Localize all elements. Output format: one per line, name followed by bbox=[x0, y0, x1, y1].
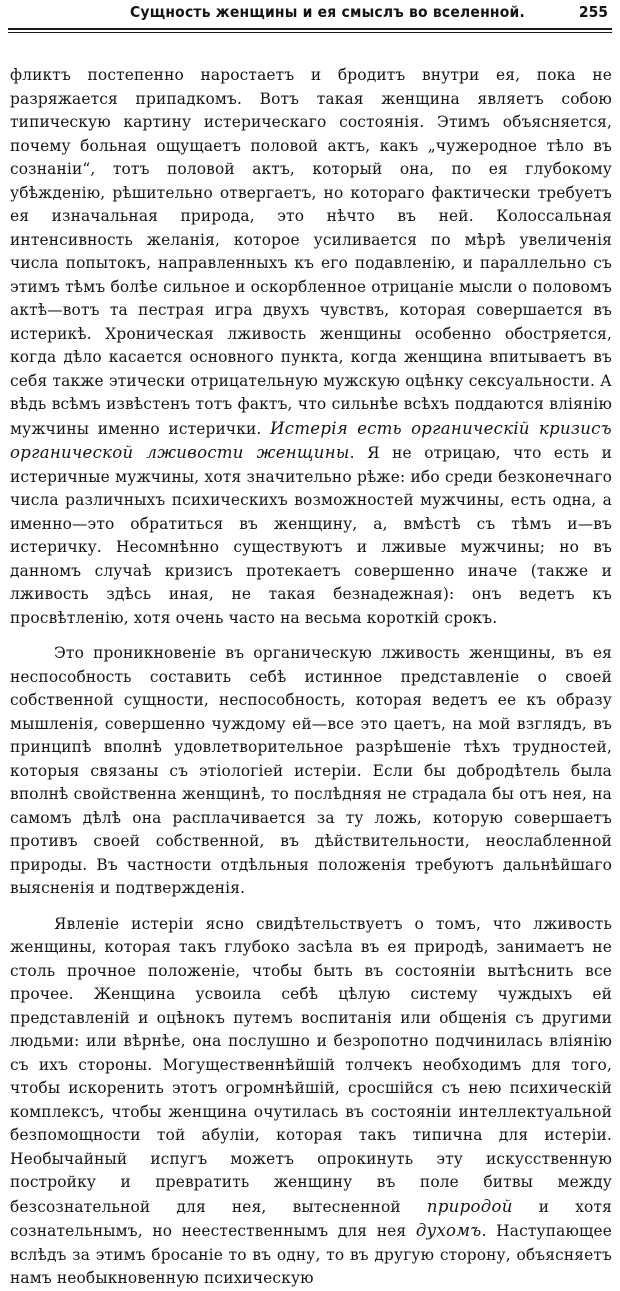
running-title: Сущность женщины и ея смыслъ во вселенной. bbox=[130, 3, 526, 21]
emphasized-text: природой bbox=[426, 1196, 513, 1216]
paragraph-text: Это проникновеніе въ органическую лживость женщины, въ ея неспособность составить себѣ истинное представленіе о своей собственной сущности, неспособность, которая ведетъ ее къ образу мышленія, совершенно чуждому ей—все это цаетъ, на мой взглядъ, въ принципѣ вполнѣ удовлетворительное разрѣшеніе тѣхъ трудностей, которыя связаны съ этіологіей истеріи. Если бы добродѣтель была вполнѣ свойственна женщинѣ, то послѣдняя не страдала бы отъ нея, на самомъ дѣлѣ она расплачивается за ту ложь, которую совершаетъ противъ своей собственной, въ дѣйствительности, неослабленной природы. Въ частности отдѣльныя положенія требуютъ дальнѣйшаго выясненія и подтвержденія. bbox=[10, 644, 612, 897]
header-rule-thick bbox=[8, 28, 612, 30]
paragraph bbox=[10, 642, 612, 901]
paragraph bbox=[10, 64, 612, 630]
page-number: 255 bbox=[578, 3, 608, 21]
header-rule-thin bbox=[8, 32, 612, 33]
paragraph-text: и хотя сознательнымъ, но неестественнымъ для нея bbox=[10, 1197, 613, 1240]
body-text bbox=[10, 64, 612, 1291]
paragraph-text: фликтъ постепенно наростаетъ и бродитъ внутри ея, пока не разряжается припадкомъ. Вотъ такая женщина являетъ собою типическую картину истерическаго состоянія. Этимъ объясняется, почему больная ощущаетъ половой актъ, какъ „чужеродное тѣло въ сознаніи“, тотъ половой актъ, который она, по ея глубокому убѣжденію, рѣшительно отвергаетъ, но котораго фактически требуетъ ея изначальная природа, это нѣчто въ ней. Колоссальная интенсивность желанія, которое усиливается по мѣрѣ увеличенія числа попытокъ, направленныхъ къ его подавленію, и параллельно съ этимъ тѣмъ болѣе сильное и оскорбленное отрицаніе мысли о половомъ актѣ—вотъ та пестрая игра двухъ чувствъ, которая совершается въ истерикѣ. Хроническая лживость женщины особенно обостряется, когда дѣло касается основного пункта, когда женщина впитываетъ въ себя также этически отрицательную мужскую оцѣнку сексуальности. А вѣдь всѣмъ извѣстенъ тотъ фактъ, что сильнѣе всѣхъ поддаются вліянію мужчины именно истерички. bbox=[10, 66, 612, 438]
running-header bbox=[10, 0, 610, 26]
paragraph-text: . Наступающее вслѣдъ за этимъ бросаніе то въ одну, то въ другую сторону, объясняетъ намъ необыкновенную психическую bbox=[10, 1222, 612, 1287]
paragraph-text: . Я не отрицаю, что есть и истеричные мужчины, хотя значительно рѣже: ибо среди безконечнаго числа различныхъ психическихъ возможностей мужчины, есть одна, а именно—это обратиться въ женщину, а, вмѣстѣ съ тѣмъ и—въ истеричку. Несомнѣнно существуютъ и лживые мужчины; но въ данномъ случаѣ кризисъ протекаетъ совершенно иначе (также и лживость здѣсь иная, не такая безнадежная): онъ ведетъ къ просвѣтленію, хотя очень часто на весьма короткій срокъ. bbox=[10, 444, 612, 627]
paragraph bbox=[10, 913, 612, 1291]
emphasized-text: духомъ bbox=[415, 1221, 482, 1240]
emphasized-text: Истерія есть органическій кризисъ органической лживости женщины bbox=[10, 418, 612, 462]
paragraph-text: Явленіе истеріи ясно свидѣтельствуетъ о томъ, что лживость женщины, которая такъ глубоко засѣла въ ея природѣ, занимаетъ не столь прочное положеніе, чтобы быть въ состояніи вытѣснить все прочее. Женщина усвоила себѣ цѣлую систему чуждыхъ ей представленій и оцѣнокъ путемъ воспитанія или общенія съ другими людьми: или вѣрнѣе, она послушно и безропотно подчинилась вліянію съ ихъ стороны. Могущественнѣйшій толчекъ необходимъ для того, чтобы искоренить этотъ огромнѣйшій, сросшійся съ нею психическій комплексъ, чтобы женщина очутилась въ состояніи интеллектуальной безпомощности той абуліи, которая такъ типична для истеріи. Необычайный испугъ можетъ опрокинуть эту искусственную постройку и превратить женщину въ поле битвы между безсознательной для нея, вытесненной bbox=[10, 914, 612, 1216]
